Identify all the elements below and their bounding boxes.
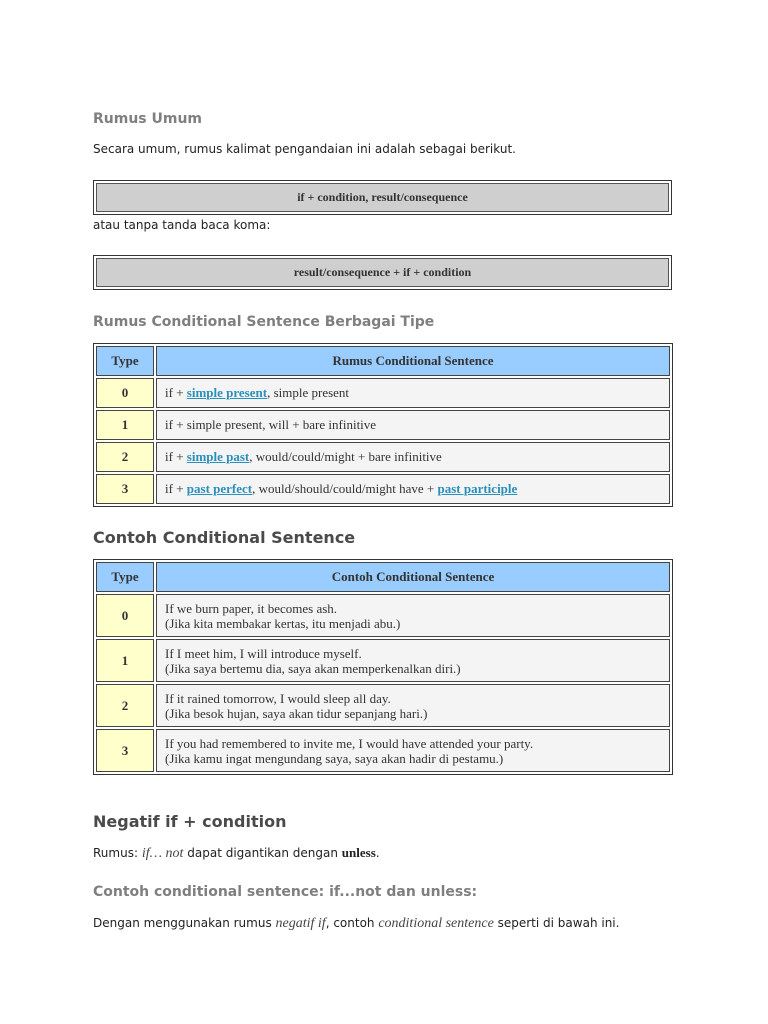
- formula-cell: if + past perfect, would/should/could/might have + past participle: [156, 474, 670, 504]
- example-cell: If we burn paper, it becomes ash. (Jika kita membakar kertas, itu menjadi abu.): [156, 594, 670, 637]
- example-cell: If I meet him, I will introduce myself. (Jika saya bertemu dia, saya akan memperkenalkan diri.): [156, 639, 670, 682]
- header-formula: Rumus Conditional Sentence: [156, 346, 670, 376]
- heading-contoh-unless: Contoh conditional sentence: if...not dan unless:: [93, 884, 478, 900]
- formula-table: [93, 343, 673, 507]
- formula-cell: if + simple past, would/could/might + bare infinitive: [156, 442, 670, 472]
- type-cell: 3: [96, 729, 154, 772]
- header-type: Type: [96, 562, 154, 592]
- type-cell: 3: [96, 474, 154, 504]
- table-row: [96, 729, 670, 772]
- heading-negatif: Negatif if + condition: [93, 812, 287, 831]
- type-cell: 2: [96, 684, 154, 727]
- formula-box-1: [93, 180, 672, 215]
- table-row: [96, 639, 670, 682]
- formula-cell: if + simple present, simple present: [156, 378, 670, 408]
- link-past-participle[interactable]: past participle: [437, 481, 518, 496]
- link-simple-present[interactable]: simple present: [186, 385, 268, 400]
- type-cell: 1: [96, 410, 154, 440]
- example-cell: If you had remembered to invite me, I would have attended your party. (Jika kamu ingat mengundang saya, saya akan hadir di pestamu.): [156, 729, 670, 772]
- example-cell: If it rained tomorrow, I would sleep all day. (Jika besok hujan, saya akan tidur sepanjang hari.): [156, 684, 670, 727]
- header-type: Type: [96, 346, 154, 376]
- type-cell: 0: [96, 594, 154, 637]
- heading-rumus-umum: Rumus Umum: [93, 111, 203, 127]
- between-text: atau tanpa tanda baca koma:: [93, 218, 271, 232]
- table-row: [96, 410, 670, 440]
- table-row: [96, 474, 670, 504]
- formula-text-1: if + condition, result/consequence: [96, 183, 669, 212]
- negatif-rumus: Rumus: if… not dapat digantikan dengan unless.: [93, 845, 380, 861]
- table-row: [96, 594, 670, 637]
- link-past-perfect[interactable]: past perfect: [186, 481, 253, 496]
- table-row: [96, 378, 670, 408]
- formula-box-2: [93, 255, 672, 290]
- type-cell: 2: [96, 442, 154, 472]
- table-row: [96, 442, 670, 472]
- link-simple-past[interactable]: simple past: [186, 449, 250, 464]
- heading-berbagai-tipe: Rumus Conditional Sentence Berbagai Tipe: [93, 314, 435, 330]
- example-table: [93, 559, 673, 775]
- heading-contoh: Contoh Conditional Sentence: [93, 528, 356, 547]
- type-cell: 1: [96, 639, 154, 682]
- formula-text-2: result/consequence + if + condition: [96, 258, 669, 287]
- table-row: [96, 684, 670, 727]
- intro-text: Secara umum, rumus kalimat pengandaian ini adalah sebagai berikut.: [93, 142, 516, 156]
- header-example: Contoh Conditional Sentence: [156, 562, 670, 592]
- type-cell: 0: [96, 378, 154, 408]
- formula-cell: if + simple present, will + bare infinitive: [156, 410, 670, 440]
- contoh-unless-text: Dengan menggunakan rumus negatif if, contoh conditional sentence seperti di bawah ini.: [93, 916, 620, 931]
